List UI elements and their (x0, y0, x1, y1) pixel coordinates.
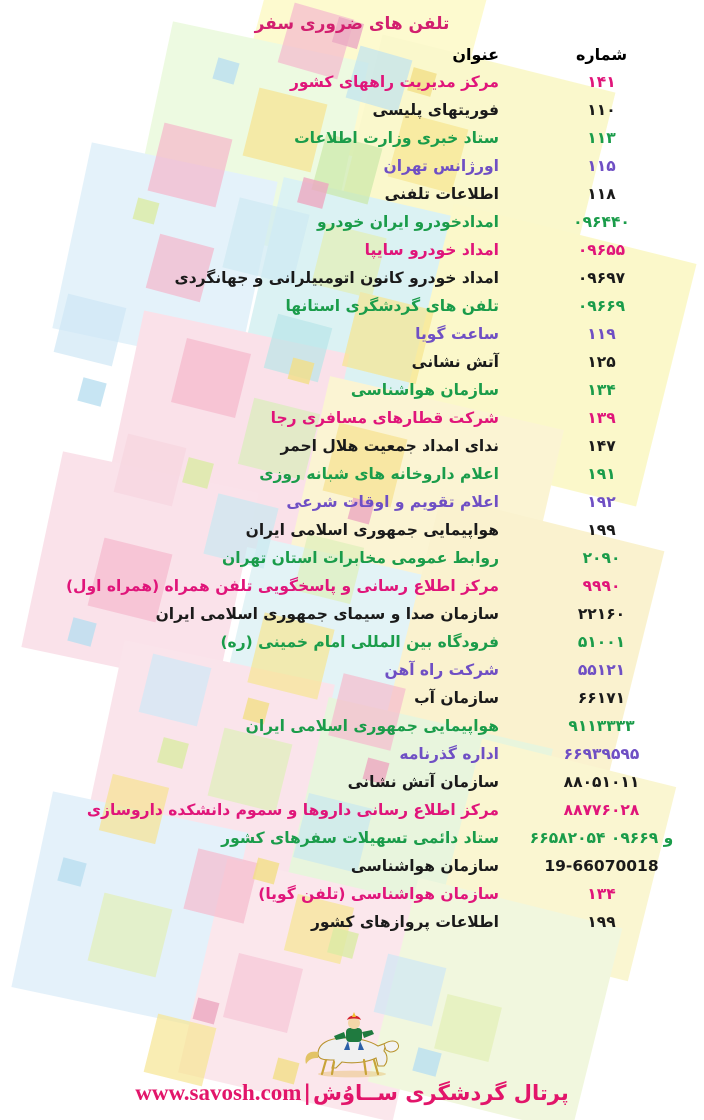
phone-title: سازمان هواشناسی (تلفن گویا) (258, 885, 499, 903)
table-row (0, 236, 704, 264)
phone-title: فرودگاه بین المللی امام خمینی (ره) (220, 633, 499, 651)
phone-number: 19-66070018 (544, 857, 659, 875)
table-row (0, 600, 704, 628)
phone-number: ۵۵۱۲۱ (577, 661, 626, 679)
phone-title: شرکت راه آهن (384, 661, 499, 679)
phone-title: فوریتهای پلیسی (372, 101, 499, 119)
phone-title: ستاد دائمی تسهیلات سفرهای کشور (221, 829, 499, 847)
phone-title: اورژانس تهران (383, 157, 499, 175)
phone-number: ۱۹۲ (587, 493, 616, 511)
phone-title: ندای امداد جمعیت هلال احمر (280, 437, 499, 455)
table-row (0, 432, 704, 460)
phone-number: ۱۹۹ (587, 913, 616, 931)
table-row (0, 124, 704, 152)
phone-number: ۱۴۱ (587, 73, 616, 91)
table-row (0, 572, 704, 600)
phone-title: سازمان هواشناسی (350, 381, 499, 399)
phone-title: ستاد خبری وزارت اطلاعات (294, 129, 499, 147)
table-row (0, 516, 704, 544)
phone-number: ۲۲۱۶۰ (577, 605, 626, 623)
phone-number: ۹۹۹۰ (582, 577, 621, 595)
phone-number: ۰۹۶۹۷ (577, 269, 626, 287)
phone-number: ۱۱۸ (587, 185, 616, 203)
phone-title: مرکز مدیریت راههای کشور (290, 73, 499, 91)
phone-number: ۰۹۶۶۹ (577, 297, 626, 315)
phone-number: ۱۳۴ (587, 381, 616, 399)
phone-number: ۱۳۴ (587, 885, 616, 903)
phone-number: ۱۴۷ (587, 437, 616, 455)
table-row (0, 852, 704, 880)
phone-title: اداره گذرنامه (399, 745, 499, 763)
footer (0, 1080, 704, 1106)
phone-title: اعلام تقویم و اوقات شرعی (286, 493, 499, 511)
phone-number: ۰۹۶۴۴۰ (573, 213, 630, 231)
phone-title: امدادخودرو ایران خودرو (316, 213, 499, 231)
table-row (0, 824, 704, 852)
phone-title: سازمان آب (414, 689, 499, 707)
page-title: تلفن های ضروری سفر (254, 14, 450, 34)
table-row (0, 292, 704, 320)
phone-number: ۲۰۹۰ (582, 549, 621, 567)
table-row (0, 68, 704, 96)
phone-title: مرکز اطلاع رسانی داروها و سموم دانشکده داروسازی (86, 801, 499, 819)
table-row (0, 880, 704, 908)
phone-title: آتش نشانی (411, 353, 499, 371)
phone-title: هواپیمایی جمهوری اسلامی ایران (245, 521, 499, 539)
phone-number: ۱۱۹ (587, 325, 616, 343)
phone-number: ۸۸۰۵۱۰۱۱ (563, 773, 640, 791)
table-row (0, 656, 704, 684)
table-row (0, 460, 704, 488)
phone-title: سازمان آتش نشانی (347, 773, 499, 791)
phone-number: ۱۱۵ (587, 157, 616, 175)
phone-number: ۱۹۹ (587, 521, 616, 539)
phone-number: ۱۹۱ (587, 465, 616, 483)
table-row (0, 768, 704, 796)
phone-number: ۱۳۹ (587, 409, 616, 427)
table-header-row (0, 40, 704, 68)
phone-number: ۰۹۶۵۵ (577, 241, 626, 259)
phone-number: ۱۲۵ (587, 353, 616, 371)
phone-title: امداد خودرو سایپا (364, 241, 499, 259)
phone-title: سازمان هواشناسی (350, 857, 499, 875)
phone-title: اطلاعات تلفنی (384, 185, 499, 203)
phone-title: سازمان صدا و سیمای جمهوری اسلامی ایران (155, 605, 499, 623)
phone-title: ساعت گویا (415, 325, 499, 343)
column-header-number: شماره (575, 44, 628, 64)
phone-title: هواپیمایی جمهوری اسلامی ایران (245, 717, 499, 735)
phone-title: مرکز اطلاع رسانی و پاسخگویی تلفن همراه (همراه اول) (65, 577, 499, 595)
phone-title: تلفن های گردشگری استانها (285, 297, 499, 315)
phone-title: اطلاعات پروازهای کشور (311, 913, 499, 931)
table-row (0, 684, 704, 712)
column-header-title: عنوان (452, 44, 499, 64)
phone-number: ۶۶۵۸۲۰۵۴ و ۰۹۶۶۹ (529, 829, 674, 847)
phone-title: امداد خودرو کانون اتومبیلرانی و جهانگردی (174, 269, 499, 287)
phone-number: ۶۶۹۳۹۵۹۵ (563, 745, 640, 763)
table-row (0, 348, 704, 376)
table-row (0, 740, 704, 768)
phone-number: ۶۶۱۷۱ (577, 689, 626, 707)
phone-title: شرکت قطارهای مسافری رجا (270, 409, 499, 427)
footer-url[interactable]: www.savosh.com (135, 1080, 302, 1105)
phone-title: اعلام داروخانه های شبانه روزی (259, 465, 499, 483)
table-row (0, 264, 704, 292)
table-row (0, 320, 704, 348)
table-row (0, 96, 704, 124)
table-row (0, 908, 704, 936)
phone-number: ۸۸۷۷۶۰۲۸ (563, 801, 640, 819)
table-row (0, 796, 704, 824)
table-row (0, 208, 704, 236)
footer-separator: | (303, 1081, 312, 1105)
footer-brand: پرتال گردشگری ســاوُش (313, 1081, 569, 1105)
table-row (0, 376, 704, 404)
emergency-phones-table (0, 40, 704, 936)
phone-number: ۱۱۰ (587, 101, 616, 119)
horse-rider-illustration (292, 1010, 412, 1078)
table-row (0, 544, 704, 572)
phone-number: ۱۱۳ (587, 129, 616, 147)
phone-number: ۵۱۰۰۱ (577, 633, 626, 651)
table-row (0, 404, 704, 432)
table-row (0, 628, 704, 656)
table-row (0, 488, 704, 516)
table-row (0, 712, 704, 740)
phone-number: ۹۱۱۳۳۳۳ (568, 717, 635, 735)
table-row (0, 152, 704, 180)
table-row (0, 180, 704, 208)
phone-title: روابط عمومی مخابرات استان تهران (222, 549, 499, 567)
